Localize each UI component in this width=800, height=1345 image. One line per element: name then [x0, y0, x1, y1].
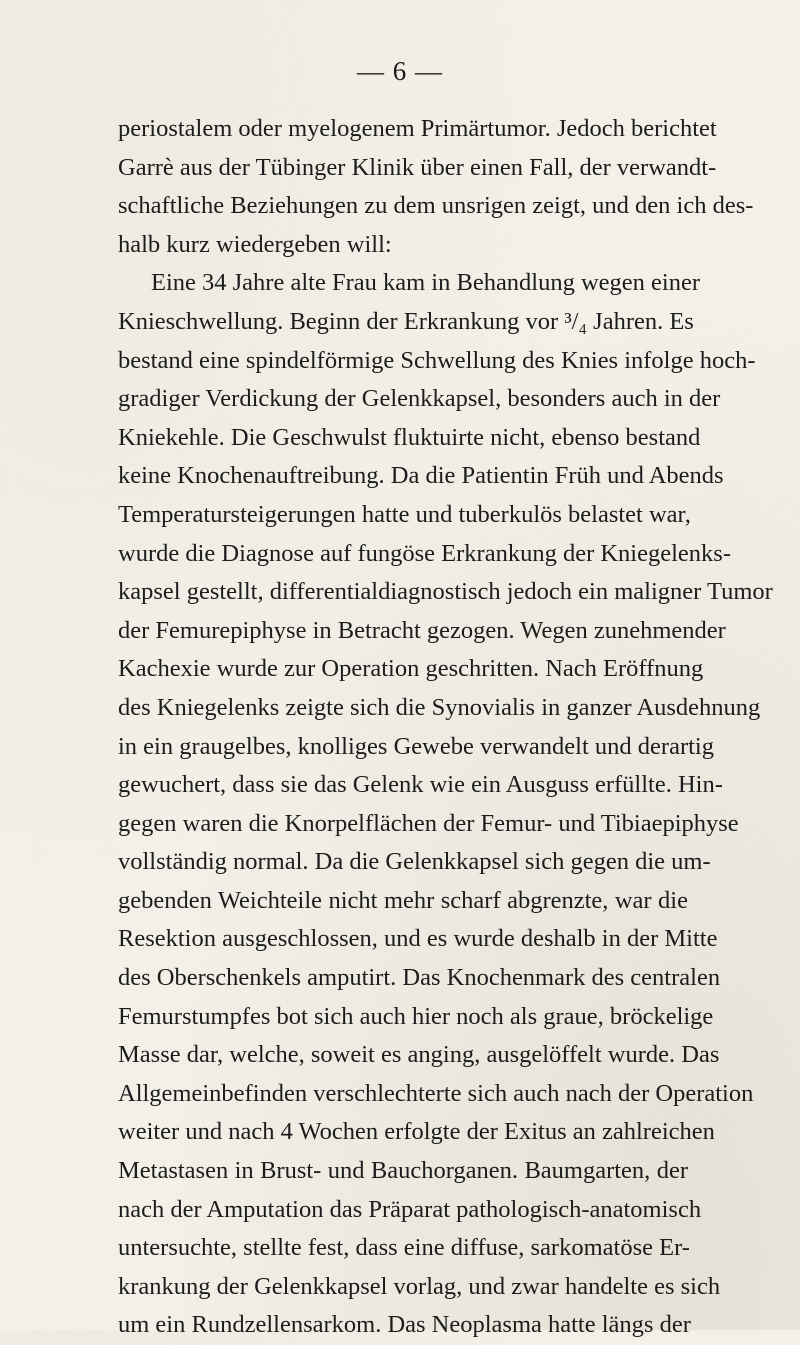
text-line: in ein graugelbes, knolliges Gewebe verwandelt und derartig: [118, 732, 714, 760]
text-line: nach der Amputation das Präparat pathologisch-anatomisch: [118, 1195, 702, 1223]
text-line: Allgemeinbefinden verschlechterte sich auch nach der Operation: [118, 1079, 754, 1107]
text-line: keine Knochenauftreibung. Da die Patientin Früh und Abends: [118, 462, 724, 490]
text-line: Temperatursteigerungen hatte und tuberkulös belastet war,: [118, 500, 691, 528]
text-line: Femurstumpfes bot sich auch hier noch als graue, bröckelige: [118, 1002, 714, 1030]
body-text: [118, 110, 773, 1345]
text-line: wurde die Diagnose auf fungöse Erkrankung der Kniegelenks-: [118, 539, 731, 567]
text-line: der Femurepiphyse in Betracht gezogen. Wegen zunehmender: [118, 616, 726, 644]
text-line: gebenden Weichteile nicht mehr scharf abgrenzte, war die: [118, 886, 688, 914]
text-line: untersuchte, stellte fest, dass eine diffuse, sarkomatöse Er-: [118, 1234, 690, 1262]
text-line: Metastasen in Brust- und Bauchorganen. Baumgarten, der: [118, 1157, 688, 1185]
text-line: weiter und nach 4 Wochen erfolgte der Exitus an zahlreichen: [118, 1118, 715, 1146]
text-line: gegen waren die Knorpelflächen der Femur- und Tibiaepiphyse: [118, 809, 739, 837]
text-line: bestand eine spindelförmige Schwellung des Knies infolge hoch-: [118, 346, 756, 374]
text-line: halb kurz wiedergeben will:: [118, 230, 392, 258]
text-line: Eine 34 Jahre alte Frau kam in Behandlung wegen einer: [151, 269, 701, 297]
text-line: schaftliche Beziehungen zu dem unsrigen zeigt, und den ich des-: [118, 192, 754, 220]
text-line: periostalem oder myelogenem Primärtumor. Jedoch berichtet: [118, 115, 717, 142]
text-line: Knieschwellung. Beginn der Erkrankung vor ³/₄ Jahren. Es: [118, 307, 694, 335]
text-line: kapsel gestellt, differentialdiagnostisch jedoch ein maligner Tumor: [118, 578, 773, 606]
page-number: — 6 —: [357, 56, 443, 86]
text-line: gradiger Verdickung der Gelenkkapsel, besonders auch in der: [118, 385, 721, 413]
text-line: gewuchert, dass sie das Gelenk wie ein Ausguss erfüllte. Hin-: [118, 771, 723, 799]
text-line: Kachexie wurde zur Operation geschritten. Nach Eröffnung: [118, 655, 704, 683]
text-line: Kniekehle. Die Geschwulst fluktuirte nicht, ebenso bestand: [118, 423, 701, 451]
text-line: Resektion ausgeschlossen, und es wurde deshalb in der Mitte: [118, 925, 718, 953]
text-line: Garrè aus der Tübinger Klinik über einen Fall, der verwandt-: [118, 153, 717, 181]
text-line: des Kniegelenks zeigte sich die Synovialis in ganzer Ausdehnung: [118, 693, 761, 721]
text-line: um ein Rundzellensarkom. Das Neoplasma hatte längs der: [118, 1311, 691, 1339]
text-line: vollständig normal. Da die Gelenkkapsel sich gegen die um-: [118, 848, 711, 876]
text-line: des Oberschenkels amputirt. Das Knochenmark des centralen: [118, 964, 721, 992]
text-line: krankung der Gelenkkapsel vorlag, und zwar handelte es sich: [118, 1272, 721, 1300]
text-line: Masse dar, welche, soweit es anging, ausgelöffelt wurde. Das: [118, 1041, 720, 1069]
